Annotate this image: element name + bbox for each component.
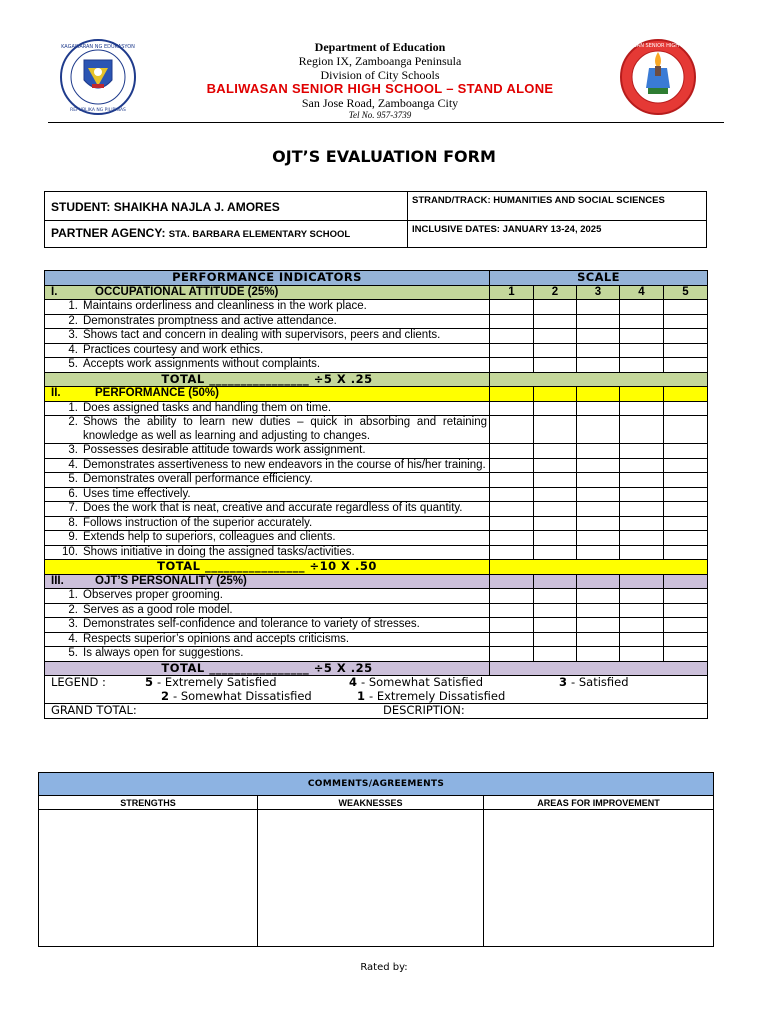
s2-item2-score-1[interactable] — [490, 416, 534, 444]
s2-item5-score-5[interactable] — [664, 473, 708, 488]
indicator-row — [45, 416, 708, 444]
s1-item1-score-4[interactable] — [620, 300, 664, 315]
indicator-row — [45, 487, 708, 502]
s3-item5-score-2[interactable] — [534, 647, 577, 662]
scale-label-5: 5 — [664, 285, 708, 300]
section-numeral: III. — [51, 574, 64, 587]
s3-item2-score-5[interactable] — [664, 603, 708, 618]
s3-item2-score-3[interactable] — [577, 603, 620, 618]
s3-item2-score-2[interactable] — [534, 603, 577, 618]
indicator-row — [45, 531, 708, 546]
section-total-formula: TOTAL ________________ ÷5 X .25 — [45, 661, 490, 676]
s2-item1-score-2[interactable] — [534, 401, 577, 416]
scale-label-1 — [490, 387, 534, 402]
s2-item5-score-4[interactable] — [620, 473, 664, 488]
indicator-cell — [45, 502, 490, 517]
s1-item3-score-1[interactable] — [490, 329, 534, 344]
indicator-text: Shows initiative in doing the assigned tasks/activities. — [83, 545, 355, 558]
legend-label: LEGEND : — [51, 675, 106, 689]
grand-total-row — [45, 704, 708, 719]
s1-item2-score-4[interactable] — [620, 314, 664, 329]
legend-2-num: 2 — [161, 688, 170, 703]
school-address: San Jose Road, Zamboanga City — [301, 96, 459, 110]
s1-item3-score-2[interactable] — [534, 329, 577, 344]
scale-label-5 — [664, 387, 708, 402]
legend-4-text: - Somewhat Satisfied — [361, 675, 484, 689]
s1-item4-score-1[interactable] — [490, 343, 534, 358]
s2-item2-score-2[interactable] — [534, 416, 577, 444]
indicator-number: 1. — [68, 589, 78, 601]
indicator-row — [45, 545, 708, 560]
s2-item8-score-3[interactable] — [577, 516, 620, 531]
s1-item1-score-5[interactable] — [664, 300, 708, 315]
s2-item7-score-3[interactable] — [577, 502, 620, 517]
s2-item8-score-5[interactable] — [664, 516, 708, 531]
s1-item4-score-4[interactable] — [620, 343, 664, 358]
indicator-row — [45, 358, 708, 373]
deped-seal-logo — [52, 38, 144, 116]
header-divider — [48, 122, 724, 123]
indicator-row — [45, 444, 708, 459]
form-title: OJT’S EVALUATION FORM — [272, 147, 496, 166]
indicator-row — [45, 516, 708, 531]
agency-name: STA. BARBARA ELEMENTARY SCHOOL — [168, 229, 351, 240]
indicator-text: Is always open for suggestions. — [83, 647, 244, 659]
scale-label-4 — [620, 574, 664, 589]
indicator-text: Follows instruction of the superior accurately. — [83, 516, 313, 529]
s2-item10-score-1[interactable] — [490, 545, 534, 560]
indicator-row — [45, 473, 708, 488]
indicator-row — [45, 589, 708, 604]
s2-item8-score-2[interactable] — [534, 516, 577, 531]
s1-item1-score-3[interactable] — [577, 300, 620, 315]
indicator-text: Practices courtesy and work ethics. — [83, 343, 264, 356]
s2-item7-score-2[interactable] — [534, 502, 577, 517]
indicator-number: 2. — [68, 416, 78, 428]
indicator-cell — [45, 647, 490, 662]
indicator-cell — [45, 516, 490, 531]
s2-item9-score-2[interactable] — [534, 531, 577, 546]
indicator-cell — [45, 632, 490, 647]
s2-item5-score-3[interactable] — [577, 473, 620, 488]
s3-item1-score-3[interactable] — [577, 589, 620, 604]
indicator-text: Maintains orderliness and cleanliness in the work place. — [83, 300, 367, 312]
indicator-cell — [45, 531, 490, 546]
indicator-cell — [45, 487, 490, 502]
s1-item4-score-5[interactable] — [664, 343, 708, 358]
indicator-number: 3. — [68, 329, 78, 341]
indicator-number: 9. — [68, 531, 78, 543]
s2-item2-score-4[interactable] — [620, 416, 664, 444]
s2-item10-score-4[interactable] — [620, 545, 664, 560]
indicator-number: 5. — [68, 647, 78, 659]
section-total-formula: TOTAL ________________ ÷5 X .25 — [45, 372, 490, 387]
s2-item2-score-3[interactable] — [577, 416, 620, 444]
scale-label-4 — [620, 387, 664, 402]
indicator-row — [45, 401, 708, 416]
s1-item5-score-4[interactable] — [620, 358, 664, 373]
s2-item4-score-5[interactable] — [664, 458, 708, 473]
section-title: OCCUPATIONAL ATTITUDE (25%) — [95, 285, 279, 298]
section-total-value[interactable] — [490, 560, 708, 575]
indicator-cell — [45, 473, 490, 488]
indicator-cell — [45, 314, 490, 329]
section-total-formula: TOTAL ________________ ÷10 X .50 — [45, 560, 490, 575]
student-name: SHAIKHA NAJLA J. AMORES — [113, 200, 280, 214]
s3-item1-score-1[interactable] — [490, 589, 534, 604]
s2-item7-score-5[interactable] — [664, 502, 708, 517]
s1-item2-score-2[interactable] — [534, 314, 577, 329]
scale-label-1: 1 — [490, 285, 534, 300]
legend-5-text: - Extremely Satisfied — [157, 675, 277, 689]
indicator-text: Respects superior’s opinions and accepts criticisms. — [83, 632, 350, 645]
s2-item4-score-3[interactable] — [577, 458, 620, 473]
scale-label-2 — [534, 574, 577, 589]
s2-item8-score-4[interactable] — [620, 516, 664, 531]
s2-item10-score-3[interactable] — [577, 545, 620, 560]
s3-item2-score-4[interactable] — [620, 603, 664, 618]
s2-item4-score-2[interactable] — [534, 458, 577, 473]
legend-3-num: 3 — [559, 675, 568, 689]
indicator-text: Shows tact and concern in dealing with supervisors, peers and clients. — [83, 329, 441, 341]
s2-item3-score-1[interactable] — [490, 444, 534, 459]
strengths-header: STRENGTHS — [39, 796, 258, 810]
indicator-row — [45, 618, 708, 633]
legend-1-text: - Extremely Dissatisfied — [369, 688, 506, 703]
scale-label-4: 4 — [620, 285, 664, 300]
s1-item4-score-2[interactable] — [534, 343, 577, 358]
indicator-row — [45, 458, 708, 473]
section-title-cell — [45, 285, 490, 300]
s3-item5-score-1[interactable] — [490, 647, 534, 662]
comments-table — [38, 772, 714, 947]
department-name: Department of Education — [314, 40, 446, 54]
section-total-row — [45, 372, 708, 387]
indicator-cell — [45, 401, 490, 416]
s3-item2-score-1[interactable] — [490, 603, 534, 618]
s2-item6-score-2[interactable] — [534, 487, 577, 502]
weaknesses-input-cell[interactable] — [258, 810, 484, 947]
improvement-header: AREAS FOR IMPROVEMENT — [484, 796, 714, 810]
indicator-row — [45, 647, 708, 662]
indicator-row — [45, 632, 708, 647]
s2-item5-score-2[interactable] — [534, 473, 577, 488]
indicator-text: Demonstrates promptness and active attendance. — [83, 314, 337, 327]
indicator-text: Possesses desirable attitude towards work assignment. — [83, 444, 366, 456]
s2-item3-score-4[interactable] — [620, 444, 664, 459]
inclusive-dates-field: INCLUSIVE DATES: JANUARY 13-24, 2025 — [407, 221, 706, 248]
legend-cell — [45, 676, 708, 704]
indicator-cell — [45, 589, 490, 604]
indicator-number: 2. — [68, 603, 78, 616]
section-title: PERFORMANCE (50%) — [95, 387, 219, 399]
indicator-text: Does assigned tasks and handling them on time. — [83, 401, 332, 414]
indicator-number: 3. — [68, 618, 78, 630]
s2-item6-score-5[interactable] — [664, 487, 708, 502]
s3-item1-score-5[interactable] — [664, 589, 708, 604]
rated-by-label: Rated by: — [360, 962, 408, 973]
section-numeral: II. — [51, 387, 61, 399]
s2-item2-score-5[interactable] — [664, 416, 708, 444]
telephone: Tel No. 957-3739 — [348, 110, 412, 120]
indicator-number: 10. — [62, 545, 78, 558]
s2-item3-score-2[interactable] — [534, 444, 577, 459]
s2-item5-score-1[interactable] — [490, 473, 534, 488]
indicator-text: Demonstrates overall performance efficiency. — [83, 473, 313, 485]
division-name: Division of City Schools — [320, 68, 440, 82]
scale-label-1 — [490, 574, 534, 589]
s3-item5-score-5[interactable] — [664, 647, 708, 662]
section-total-row — [45, 560, 708, 575]
indicator-row — [45, 329, 708, 344]
scale-label-2 — [534, 387, 577, 402]
performance-table — [44, 270, 708, 719]
s1-item2-score-1[interactable] — [490, 314, 534, 329]
s1-item1-score-2[interactable] — [534, 300, 577, 315]
region-name: Region IX, Zamboanga Peninsula — [298, 54, 462, 68]
indicator-cell — [45, 603, 490, 618]
school-name: BALIWASAN SENIOR HIGH SCHOOL – STAND ALONE — [206, 81, 554, 96]
s3-item4-score-5[interactable] — [664, 632, 708, 647]
scale-label-5 — [664, 574, 708, 589]
s2-item9-score-3[interactable] — [577, 531, 620, 546]
indicator-number: 1. — [68, 401, 78, 414]
scale-label-2: 2 — [534, 285, 577, 300]
indicator-text: Demonstrates assertiveness to new endeavors in the course of his/her training. — [83, 458, 486, 471]
s3-item3-score-3[interactable] — [577, 618, 620, 633]
indicator-row — [45, 502, 708, 517]
legend-4-num: 4 — [349, 675, 358, 689]
indicator-text: Uses time effectively. — [83, 487, 191, 500]
indicator-cell — [45, 458, 490, 473]
s2-item9-score-1[interactable] — [490, 531, 534, 546]
s1-item5-score-5[interactable] — [664, 358, 708, 373]
section-header-row — [45, 574, 708, 589]
s1-item4-score-3[interactable] — [577, 343, 620, 358]
s3-item1-score-2[interactable] — [534, 589, 577, 604]
strand-field: STRAND/TRACK: HUMANITIES AND SOCIAL SCIENCES — [407, 192, 706, 220]
s3-item3-score-5[interactable] — [664, 618, 708, 633]
s2-item4-score-1[interactable] — [490, 458, 534, 473]
scale-label-3 — [577, 574, 620, 589]
s2-item4-score-4[interactable] — [620, 458, 664, 473]
indicator-cell — [45, 300, 490, 315]
s1-item5-score-2[interactable] — [534, 358, 577, 373]
agency-label: PARTNER AGENCY: — [51, 226, 166, 240]
legend-3-text: - Satisfied — [571, 675, 629, 689]
s2-item6-score-4[interactable] — [620, 487, 664, 502]
s3-item3-score-2[interactable] — [534, 618, 577, 633]
s2-item6-score-1[interactable] — [490, 487, 534, 502]
indicator-number: 2. — [68, 314, 78, 327]
s1-item5-score-1[interactable] — [490, 358, 534, 373]
s1-item2-score-5[interactable] — [664, 314, 708, 329]
s2-item10-score-5[interactable] — [664, 545, 708, 560]
comments-title: COMMENTS/AGREEMENTS — [39, 773, 714, 796]
s3-item5-score-4[interactable] — [620, 647, 664, 662]
s3-item4-score-3[interactable] — [577, 632, 620, 647]
scale-label-3: 3 — [577, 285, 620, 300]
svg-text:REPUBLIKA NG PILIPINAS: REPUBLIKA NG PILIPINAS — [70, 108, 126, 113]
section-numeral: I. — [51, 285, 58, 298]
s1-item3-score-5[interactable] — [664, 329, 708, 344]
section-title-cell — [45, 387, 490, 402]
s2-item9-score-5[interactable] — [664, 531, 708, 546]
indicator-row — [45, 300, 708, 315]
indicator-number: 7. — [68, 502, 78, 514]
legend-2-text: - Somewhat Dissatisfied — [173, 688, 312, 703]
scale-header: SCALE — [490, 271, 708, 286]
indicator-cell — [45, 343, 490, 358]
section-total-row — [45, 661, 708, 676]
s1-item3-score-4[interactable] — [620, 329, 664, 344]
table-header-row — [45, 271, 708, 286]
s2-item3-score-5[interactable] — [664, 444, 708, 459]
section-total-value[interactable] — [490, 372, 708, 387]
grand-total-cell — [45, 704, 708, 719]
improvement-input-cell[interactable] — [484, 810, 714, 947]
s2-item1-score-5[interactable] — [664, 401, 708, 416]
indicator-number: 6. — [68, 487, 78, 500]
s3-item4-score-2[interactable] — [534, 632, 577, 647]
s2-item10-score-2[interactable] — [534, 545, 577, 560]
indicator-number: 8. — [68, 516, 78, 529]
indicator-cell — [45, 444, 490, 459]
indicator-cell — [45, 329, 490, 344]
section-header-row — [45, 387, 708, 402]
partner-agency-field — [45, 221, 407, 248]
indicator-row — [45, 314, 708, 329]
svg-text:BALIWASAN SENIOR HIGH SCHOOL: BALIWASAN SENIOR HIGH SCHOOL — [614, 43, 702, 49]
s2-item1-score-4[interactable] — [620, 401, 664, 416]
student-field — [45, 192, 407, 220]
indicator-number: 4. — [68, 632, 78, 645]
indicator-cell — [45, 618, 490, 633]
s2-item7-score-4[interactable] — [620, 502, 664, 517]
indicator-number: 1. — [68, 300, 78, 312]
indicator-text: Shows the ability to learn new duties – quick in absorbing and retaining knowledge as well as learning and adjusting to changes. — [83, 416, 487, 442]
indicators-header: PERFORMANCE INDICATORS — [45, 271, 490, 286]
weaknesses-header: WEAKNESSES — [258, 796, 484, 810]
s1-item2-score-3[interactable] — [577, 314, 620, 329]
s3-item4-score-1[interactable] — [490, 632, 534, 647]
legend-1-num: 1 — [357, 688, 366, 703]
indicator-text: Extends help to superiors, colleagues and clients. — [83, 531, 336, 543]
scale-label-3 — [577, 387, 620, 402]
s2-item3-score-3[interactable] — [577, 444, 620, 459]
s1-item5-score-3[interactable] — [577, 358, 620, 373]
svg-text:KAGAWARAN NG EDUKASYON: KAGAWARAN NG EDUKASYON — [61, 44, 135, 50]
indicator-cell — [45, 358, 490, 373]
description-label: DESCRIPTION: — [383, 703, 465, 717]
s3-item4-score-4[interactable] — [620, 632, 664, 647]
indicator-cell — [45, 545, 490, 560]
grand-total-label: GRAND TOTAL: — [51, 703, 137, 717]
s2-item1-score-1[interactable] — [490, 401, 534, 416]
indicator-text: Observes proper grooming. — [83, 589, 223, 601]
s3-item5-score-3[interactable] — [577, 647, 620, 662]
section-total-value[interactable] — [490, 661, 708, 676]
student-label: STUDENT: — [51, 200, 111, 214]
s1-item3-score-3[interactable] — [577, 329, 620, 344]
indicator-cell — [45, 416, 490, 444]
indicator-number: 5. — [68, 473, 78, 485]
indicator-number: 5. — [68, 358, 78, 370]
indicator-number: 3. — [68, 444, 78, 456]
s1-item1-score-1[interactable] — [490, 300, 534, 315]
s2-item6-score-3[interactable] — [577, 487, 620, 502]
indicator-text: Does the work that is neat, creative and accurate regardless of its quantity. — [83, 502, 463, 514]
s2-item9-score-4[interactable] — [620, 531, 664, 546]
indicator-number: 4. — [68, 458, 78, 471]
s3-item1-score-4[interactable] — [620, 589, 664, 604]
s2-item8-score-1[interactable] — [490, 516, 534, 531]
s3-item3-score-4[interactable] — [620, 618, 664, 633]
indicator-text: Accepts work assignments without complaints. — [83, 358, 321, 370]
school-seal-logo — [612, 38, 704, 116]
s3-item3-score-1[interactable] — [490, 618, 534, 633]
indicator-text: Serves as a good role model. — [83, 603, 233, 616]
section-title: OJT’S PERSONALITY (25%) — [95, 574, 247, 587]
s2-item1-score-3[interactable] — [577, 401, 620, 416]
indicator-row — [45, 343, 708, 358]
legend-row — [45, 676, 708, 704]
section-header-row — [45, 285, 708, 300]
section-title-cell — [45, 574, 490, 589]
indicator-text: Demonstrates self-confidence and tolerance to variety of stresses. — [83, 618, 420, 630]
strengths-input-cell[interactable] — [39, 810, 258, 947]
indicator-row — [45, 603, 708, 618]
student-info-box — [44, 191, 707, 248]
indicator-number: 4. — [68, 343, 78, 356]
s2-item7-score-1[interactable] — [490, 502, 534, 517]
legend-5-num: 5 — [145, 675, 154, 689]
